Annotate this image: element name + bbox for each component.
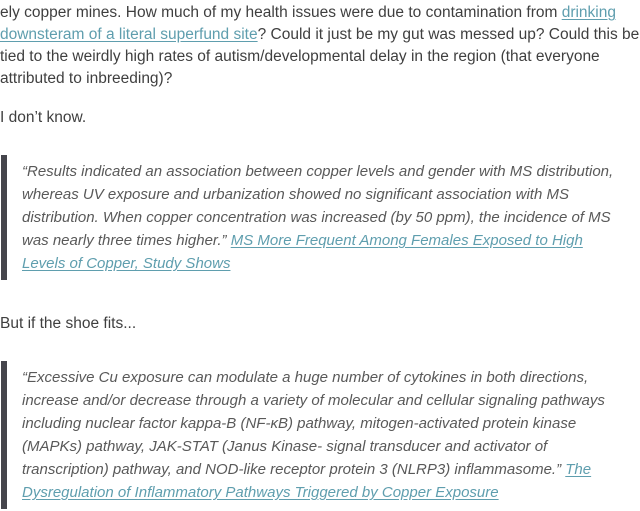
paragraph-text: ely copper mines. How much of my health issues were due to contamination from (0, 4, 562, 21)
blockquote-inflammatory-pathways (1, 361, 640, 509)
paragraph: I don’t know. (0, 109, 87, 126)
quote-text: “Results indicated an association between copper levels and gender with MS distribution, whereas UV exposure and urbanization showed no significant association with MS distribution. When copper concentration was increased (by 50 ppm), the incidence of MS was nearly three times higher.” (22, 163, 614, 249)
paragraph (0, 2, 640, 90)
superfund-site-link[interactable]: drinking downsteram of a literal superfund site (0, 4, 616, 43)
quote-text: “Excessive Cu exposure can modulate a huge number of cytokines in both directions, increase and/or decrease through a variety of molecular and cellular signaling pathways including nuclear factor kappa-B (NF-κB) pathway, mitogen-activated protein kinase (MAPKs) pathway, JAK-STAT (Janus Kinase- signal transducer and activator of transcription) pathway, and NOD-like receptor protein 3 (NLRP3) inflammasome.” (22, 369, 605, 478)
paragraph: But if the shoe fits... (0, 315, 137, 332)
blockquote-copper-ms-study (1, 155, 640, 280)
inflammatory-pathways-link[interactable]: The Dysregulation of Inflammatory Pathways Triggered by Copper Exposure (22, 461, 592, 501)
ms-copper-study-link[interactable]: MS More Frequent Among Females Exposed to High Levels of Copper, Study Shows (22, 232, 583, 272)
paragraph-text: ? Could it just be my gut was messed up? Could this be tied to the weirdly high rates of autism/developmental delay in the region (that everyone attributed to inbreeding)? (0, 26, 640, 87)
